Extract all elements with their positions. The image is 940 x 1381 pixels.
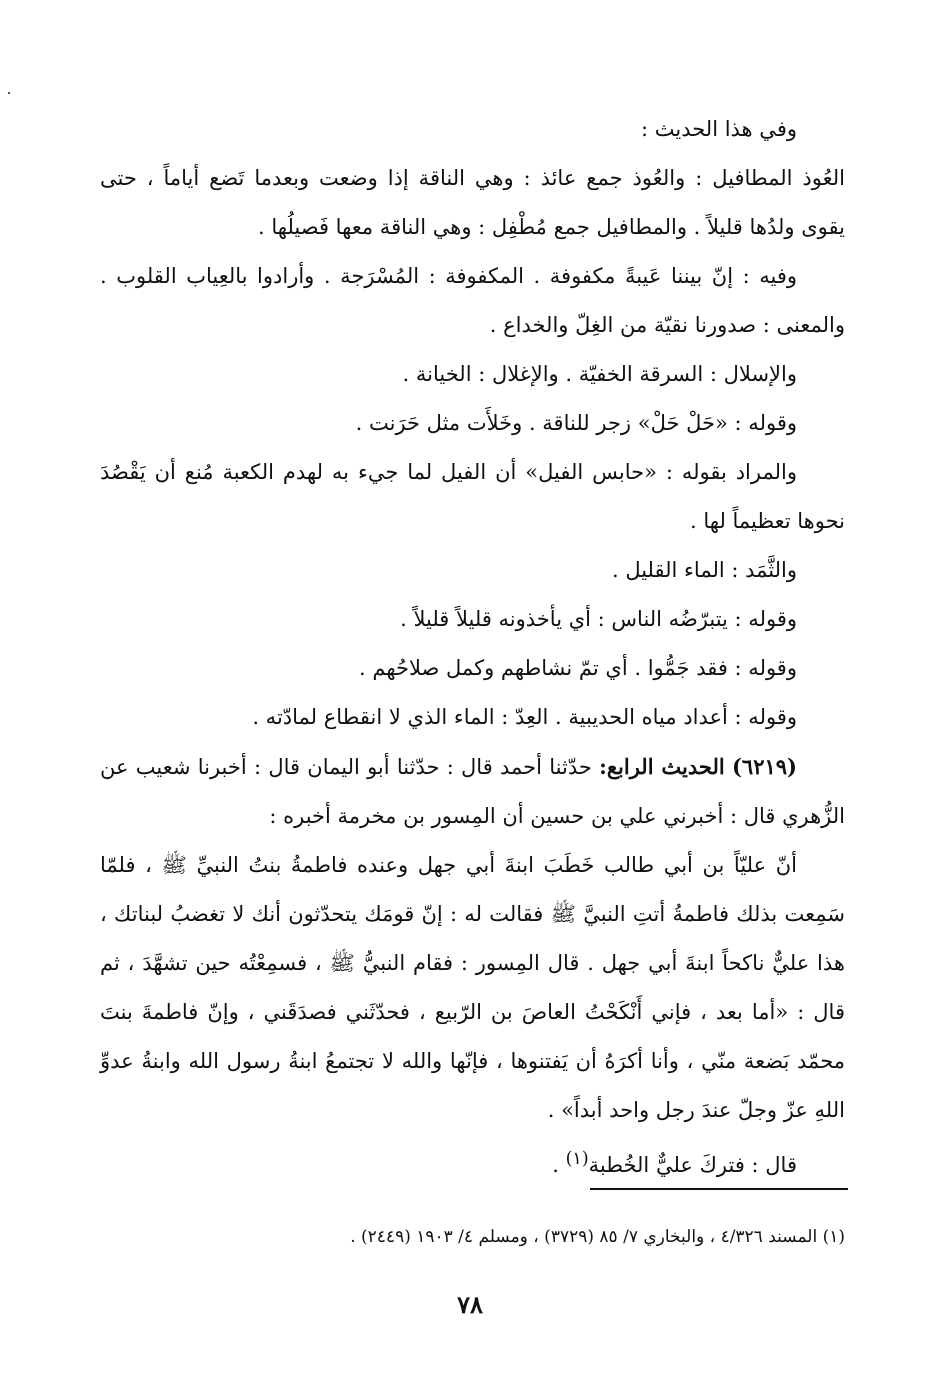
paragraph-ayba: وفيه : إنّ بيننا عَيبةً مكفوفة . المكفوفة : المُسْرَجة . وأرادوا بالعِياب القلوب . والمعنى : صدورنا نقيّة من الغِلّ والخداع . bbox=[100, 264, 845, 337]
hadith-title: الحديث الرابع: bbox=[599, 754, 725, 779]
paragraph-habis-alfil: والمراد بقوله : «حابس الفيل» أن الفيل لما جيء به لهدم الكعبة مُنع أن يَقْصُدَ نحوها تعظيماً لها . bbox=[100, 460, 845, 533]
paragraph-hal: وقوله : «حَلْ حَلْ» زجر للناقة . وخَلأَت مثل حَرَنت . bbox=[355, 411, 797, 435]
paragraph-islal: والإسلال : السرقة الخفيّة . والإغلال : الخيانة . bbox=[402, 362, 797, 386]
paragraph-jammu: وقوله : فقد جَمُّوا . أي تمّ نشاطهم وكمل صلاحُهم . bbox=[359, 656, 797, 680]
footnote: (١) المسند ٤/٣٢٦ ، والبخاري ٧/ ٨٥ (٣٧٢٩) ، ومسلم ٤/ ١٩٠٣ (٢٤٤٩) . bbox=[350, 1227, 845, 1247]
paragraph-yatabarraduhu: وقوله : يتبرّضُه الناس : أي يأخذونه قليلاً قليلاً . bbox=[400, 607, 797, 631]
footnote-divider bbox=[590, 1188, 848, 1190]
paragraph-thamad: والثَّمَد : الماء القليل . bbox=[611, 558, 797, 582]
closing-text: قال : فتركَ عليٌّ الخُطبة bbox=[588, 1153, 797, 1177]
closing-end: . bbox=[552, 1153, 566, 1177]
paragraph-awdh: العُوذ المطافيل : والعُوذ جمع عائذ : وهي الناقة إذا وضعت وبعدما تَضع أياماً ، حتى يقوى ولدُها قليلاً . والمطافيل جمع مُطْفِل : وهي الناقة معها فَصيلُها . bbox=[100, 166, 845, 239]
closing-line bbox=[100, 1135, 845, 1190]
page-body bbox=[100, 105, 845, 1190]
margin-speck bbox=[8, 92, 10, 94]
hadith-chain: حدّثنا أحمد قال : حدّثنا أبو اليمان قال : أخبرنا شعيب عن الزُّهري قال : أخبرني علي بن حسين أن المِسور بن مخرمة أخبره : bbox=[100, 755, 845, 828]
paragraph-intro: وفي هذا الحديث : bbox=[641, 117, 797, 141]
footnote-ref: (١) bbox=[565, 1149, 589, 1169]
hadith-heading bbox=[100, 742, 845, 841]
hadith-number: (٦٢١٩) bbox=[731, 754, 797, 779]
hadith-text: أنّ عليّاً بن أبي طالب خَطَبَ ابنةَ أبي جهل وعنده فاطمةُ بنتُ النبيِّ ﷺ ، فلمّا سَمِعت بذلك فاطمةُ أتتِ النبيَّ ﷺ فقالت له : إنّ قومَك يتحدّثون أنك لا تغضبُ لبناتك ، هذا عليٌّ ناكحاً ابنةَ أبي جهل . قال المِسور : فقام النبيُّ ﷺ ، فسمِعْتُه حين تشهَّدَ ، ثم قال : «أما بعد ، فإني أَنْكَحْتُ العاصَ بن الرّبيع ، فحدّثَني فصدَقَني ، وإنّ فاطمةَ بنتَ محمّد بَضعة منّي ، وأنا أكرَهُ أن يَفتنوها ، فإنّها والله لا تجتمعُ ابنةُ رسول الله وابنةُ عدوِّ اللهِ عزّ وجلّ عندَ رجل واحد أبداً» . bbox=[100, 853, 845, 1122]
page-number: ٧٨ bbox=[457, 1290, 483, 1319]
paragraph-idad: وقوله : أعداد مياه الحديبية . العِدّ : الماء الذي لا انقطاع لمادّته . bbox=[252, 705, 797, 729]
